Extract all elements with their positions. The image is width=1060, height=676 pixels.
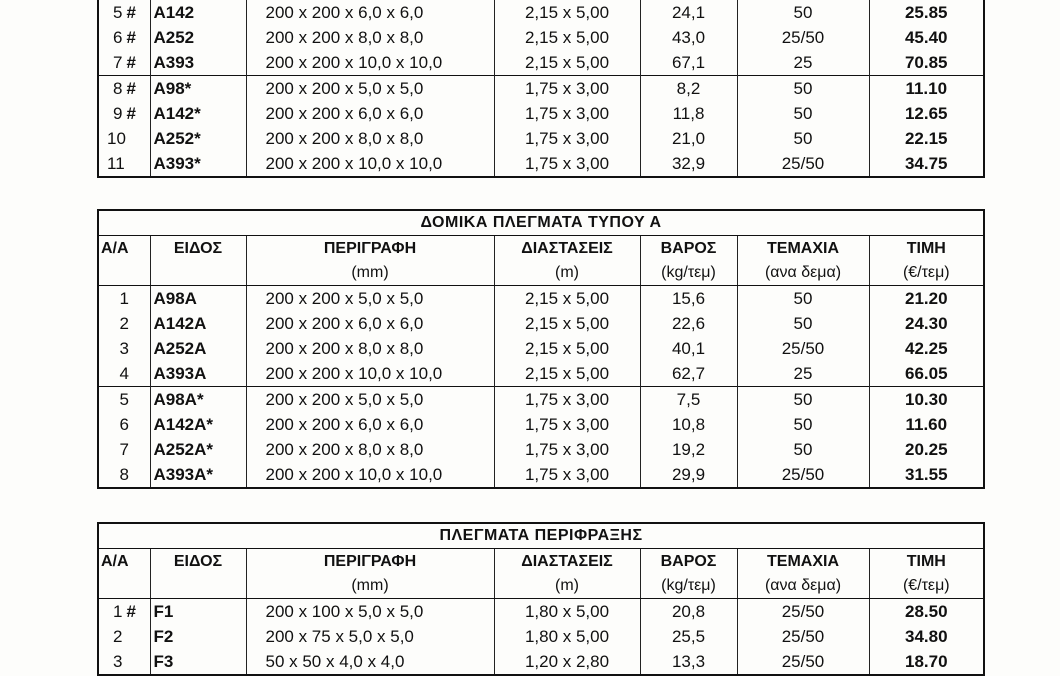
row-number: 3 (113, 652, 123, 671)
product-code-cell: A393 (150, 50, 246, 76)
unit-timi: (€/τεμ) (869, 261, 984, 286)
description-cell: 200 x 75 x 5,0 x 5,0 (246, 624, 494, 649)
table-row (98, 25, 984, 50)
description-cell: 200 x 200 x 5,0 x 5,0 (246, 76, 494, 102)
dimensions-cell: 2,15 x 5,00 (494, 311, 640, 336)
row-number-cell: 4 (98, 361, 150, 387)
weight-cell: 8,2 (640, 76, 737, 102)
table-row (98, 151, 984, 177)
dimensions-cell: 1,75 x 3,00 (494, 412, 640, 437)
product-code-cell: A98A (150, 286, 246, 312)
price-cell: 34.80 (869, 624, 984, 649)
weight-cell: 40,1 (640, 336, 737, 361)
row-number: 7 (113, 53, 123, 72)
hash-marker: # (126, 104, 136, 123)
weight-cell: 11,8 (640, 101, 737, 126)
product-code-cell: A393A (150, 361, 246, 387)
hash-marker: # (126, 28, 136, 47)
pieces-per-bundle-cell: 50 (737, 286, 869, 312)
row-number-cell: 3 (98, 336, 150, 361)
row-number: 2 (113, 627, 123, 646)
row-number: 11 (107, 154, 125, 173)
price-cell: 12.65 (869, 101, 984, 126)
product-code-cell: F2 (150, 624, 246, 649)
weight-cell: 67,1 (640, 50, 737, 76)
pieces-per-bundle-cell: 50 (737, 311, 869, 336)
table-row (98, 412, 984, 437)
price-cell: 42.25 (869, 336, 984, 361)
dimensions-cell: 1,75 x 3,00 (494, 437, 640, 462)
weight-cell: 13,3 (640, 649, 737, 675)
table-row (98, 126, 984, 151)
pieces-per-bundle-cell: 25/50 (737, 25, 869, 50)
product-code-cell: A393A* (150, 462, 246, 488)
pieces-per-bundle-cell: 50 (737, 437, 869, 462)
row-number-cell (98, 25, 150, 50)
col-header-eidos: ΕΙΔΟΣ (150, 236, 246, 262)
product-code-cell: F1 (150, 599, 246, 625)
row-number: 9 (113, 104, 123, 123)
pieces-per-bundle-cell: 25/50 (737, 649, 869, 675)
price-cell: 28.50 (869, 599, 984, 625)
pieces-per-bundle-cell: 25/50 (737, 151, 869, 177)
product-code-cell: A252* (150, 126, 246, 151)
unit-perigrafi: (mm) (246, 574, 494, 599)
row-number: 1 (113, 602, 123, 621)
dimensions-cell: 2,15 x 5,00 (494, 25, 640, 50)
product-code-cell: A142* (150, 101, 246, 126)
type-a-mesh-table (97, 209, 985, 489)
dimensions-cell: 1,75 x 3,00 (494, 462, 640, 488)
row-number-cell (98, 599, 150, 625)
table-row (98, 101, 984, 126)
unit-varos: (kg/τεμ) (640, 261, 737, 286)
price-cell: 66.05 (869, 361, 984, 387)
description-cell: 200 x 100 x 5,0 x 5,0 (246, 599, 494, 625)
weight-cell: 43,0 (640, 25, 737, 50)
pieces-per-bundle-cell: 25/50 (737, 624, 869, 649)
product-code-cell: F3 (150, 649, 246, 675)
unit-varos: (kg/τεμ) (640, 574, 737, 599)
row-number-cell (98, 624, 150, 649)
row-number: 8 (113, 79, 123, 98)
hash-marker: # (126, 53, 136, 72)
dimensions-cell: 1,80 x 5,00 (494, 624, 640, 649)
price-cell: 45.40 (869, 25, 984, 50)
mesh-price-table-continued (97, 0, 985, 178)
pieces-per-bundle-cell: 50 (737, 126, 869, 151)
row-number: 10 (107, 129, 126, 148)
description-cell: 200 x 200 x 8,0 x 8,0 (246, 437, 494, 462)
table-row (98, 336, 984, 361)
price-cell: 11.10 (869, 76, 984, 102)
table-row (98, 361, 984, 387)
row-number-cell: 6 (98, 412, 150, 437)
product-code-cell: A393* (150, 151, 246, 177)
col-header-diastaseis: ΔΙΑΣΤΑΣΕΙΣ (494, 236, 640, 262)
table-title: ΔΟΜΙΚΑ ΠΛΕΓΜΑΤΑ ΤΥΠΟΥ Α (98, 210, 984, 236)
dimensions-cell: 1,75 x 3,00 (494, 387, 640, 413)
price-cell: 24.30 (869, 311, 984, 336)
weight-cell: 21,0 (640, 126, 737, 151)
product-code-cell: A142A* (150, 412, 246, 437)
description-cell: 200 x 200 x 10,0 x 10,0 (246, 462, 494, 488)
table-row (98, 311, 984, 336)
product-code-cell: A98* (150, 76, 246, 102)
product-code-cell: A252A (150, 336, 246, 361)
hash-marker: # (126, 602, 136, 621)
table-row (98, 76, 984, 102)
dimensions-cell: 2,15 x 5,00 (494, 361, 640, 387)
weight-cell: 22,6 (640, 311, 737, 336)
col-header-varos: ΒΑΡΟΣ (640, 236, 737, 262)
dimensions-cell: 1,75 x 3,00 (494, 151, 640, 177)
row-number-cell: 7 (98, 437, 150, 462)
row-number-cell (98, 126, 150, 151)
pieces-per-bundle-cell: 25/50 (737, 462, 869, 488)
price-cell: 34.75 (869, 151, 984, 177)
description-cell: 200 x 200 x 5,0 x 5,0 (246, 286, 494, 312)
price-cell: 20.25 (869, 437, 984, 462)
col-header-perigrafi: ΠΕΡΙΓΡΑΦΗ (246, 549, 494, 575)
price-cell: 11.60 (869, 412, 984, 437)
price-cell: 21.20 (869, 286, 984, 312)
hash-marker: # (126, 3, 136, 22)
description-cell: 200 x 200 x 10,0 x 10,0 (246, 50, 494, 76)
table-row (98, 462, 984, 488)
weight-cell: 25,5 (640, 624, 737, 649)
description-cell: 200 x 200 x 10,0 x 10,0 (246, 151, 494, 177)
description-cell: 200 x 200 x 6,0 x 6,0 (246, 311, 494, 336)
table-row (98, 0, 984, 25)
col-header-eidos: ΕΙΔΟΣ (150, 549, 246, 575)
dimensions-cell: 1,75 x 3,00 (494, 76, 640, 102)
description-cell: 200 x 200 x 8,0 x 8,0 (246, 126, 494, 151)
table-row (98, 286, 984, 312)
description-cell: 200 x 200 x 8,0 x 8,0 (246, 336, 494, 361)
price-cell: 70.85 (869, 50, 984, 76)
weight-cell: 7,5 (640, 387, 737, 413)
row-number-cell (98, 151, 150, 177)
row-number-cell (98, 101, 150, 126)
description-cell: 200 x 200 x 6,0 x 6,0 (246, 0, 494, 25)
row-number-cell: 2 (98, 311, 150, 336)
weight-cell: 19,2 (640, 437, 737, 462)
col-header-temaxia: ΤΕΜΑΧΙΑ (737, 236, 869, 262)
product-code-cell: A142A (150, 311, 246, 336)
table-row (98, 387, 984, 413)
weight-cell: 32,9 (640, 151, 737, 177)
unit-perigrafi: (mm) (246, 261, 494, 286)
dimensions-cell: 2,15 x 5,00 (494, 286, 640, 312)
row-number-cell: 8 (98, 462, 150, 488)
col-header-aa: Α/Α (98, 549, 150, 575)
unit-temaxia: (ανα δεμα) (737, 261, 869, 286)
weight-cell: 24,1 (640, 0, 737, 25)
description-cell: 200 x 200 x 6,0 x 6,0 (246, 101, 494, 126)
price-cell: 10.30 (869, 387, 984, 413)
dimensions-cell: 1,75 x 3,00 (494, 101, 640, 126)
col-header-aa: Α/Α (98, 236, 150, 262)
description-cell: 200 x 200 x 8,0 x 8,0 (246, 25, 494, 50)
dimensions-cell: 2,15 x 5,00 (494, 336, 640, 361)
col-header-timi: ΤΙΜΗ (869, 236, 984, 262)
pieces-per-bundle-cell: 50 (737, 0, 869, 25)
hash-marker: # (126, 79, 136, 98)
col-header-perigrafi: ΠΕΡΙΓΡΑΦΗ (246, 236, 494, 262)
col-header-timi: ΤΙΜΗ (869, 549, 984, 575)
price-cell: 22.15 (869, 126, 984, 151)
table-row (98, 599, 984, 625)
description-cell: 200 x 200 x 6,0 x 6,0 (246, 412, 494, 437)
dimensions-cell: 1,75 x 3,00 (494, 126, 640, 151)
description-cell: 200 x 200 x 10,0 x 10,0 (246, 361, 494, 387)
row-number-cell (98, 649, 150, 675)
unit-timi: (€/τεμ) (869, 574, 984, 599)
row-number: 6 (113, 28, 123, 47)
description-cell: 50 x 50 x 4,0 x 4,0 (246, 649, 494, 675)
product-code-cell: A252A* (150, 437, 246, 462)
table-title: ΠΛΕΓΜΑΤΑ ΠΕΡΙΦΡΑΞΗΣ (98, 523, 984, 549)
weight-cell: 29,9 (640, 462, 737, 488)
weight-cell: 15,6 (640, 286, 737, 312)
product-code-cell: A252 (150, 25, 246, 50)
unit-diastaseis: (m) (494, 261, 640, 286)
col-header-temaxia: ΤΕΜΑΧΙΑ (737, 549, 869, 575)
weight-cell: 20,8 (640, 599, 737, 625)
unit-temaxia: (ανα δεμα) (737, 574, 869, 599)
row-number-cell (98, 50, 150, 76)
weight-cell: 62,7 (640, 361, 737, 387)
unit-diastaseis: (m) (494, 574, 640, 599)
row-number: 5 (113, 3, 123, 22)
weight-cell: 10,8 (640, 412, 737, 437)
pieces-per-bundle-cell: 50 (737, 387, 869, 413)
pieces-per-bundle-cell: 50 (737, 76, 869, 102)
pieces-per-bundle-cell: 25 (737, 361, 869, 387)
product-code-cell: A98A* (150, 387, 246, 413)
table-row (98, 649, 984, 675)
row-number-cell (98, 0, 150, 25)
description-cell: 200 x 200 x 5,0 x 5,0 (246, 387, 494, 413)
price-cell: 31.55 (869, 462, 984, 488)
col-header-diastaseis: ΔΙΑΣΤΑΣΕΙΣ (494, 549, 640, 575)
pieces-per-bundle-cell: 25/50 (737, 336, 869, 361)
table-row (98, 50, 984, 76)
pieces-per-bundle-cell: 50 (737, 101, 869, 126)
pieces-per-bundle-cell: 50 (737, 412, 869, 437)
pieces-per-bundle-cell: 25 (737, 50, 869, 76)
table-row (98, 624, 984, 649)
dimensions-cell: 2,15 x 5,00 (494, 50, 640, 76)
row-number-cell (98, 76, 150, 102)
pieces-per-bundle-cell: 25/50 (737, 599, 869, 625)
dimensions-cell: 2,15 x 5,00 (494, 0, 640, 25)
price-cell: 18.70 (869, 649, 984, 675)
price-cell: 25.85 (869, 0, 984, 25)
dimensions-cell: 1,80 x 5,00 (494, 599, 640, 625)
row-number-cell: 1 (98, 286, 150, 312)
table-row (98, 437, 984, 462)
fencing-mesh-table (97, 522, 985, 676)
product-code-cell: A142 (150, 0, 246, 25)
dimensions-cell: 1,20 x 2,80 (494, 649, 640, 675)
row-number-cell: 5 (98, 387, 150, 413)
col-header-varos: ΒΑΡΟΣ (640, 549, 737, 575)
